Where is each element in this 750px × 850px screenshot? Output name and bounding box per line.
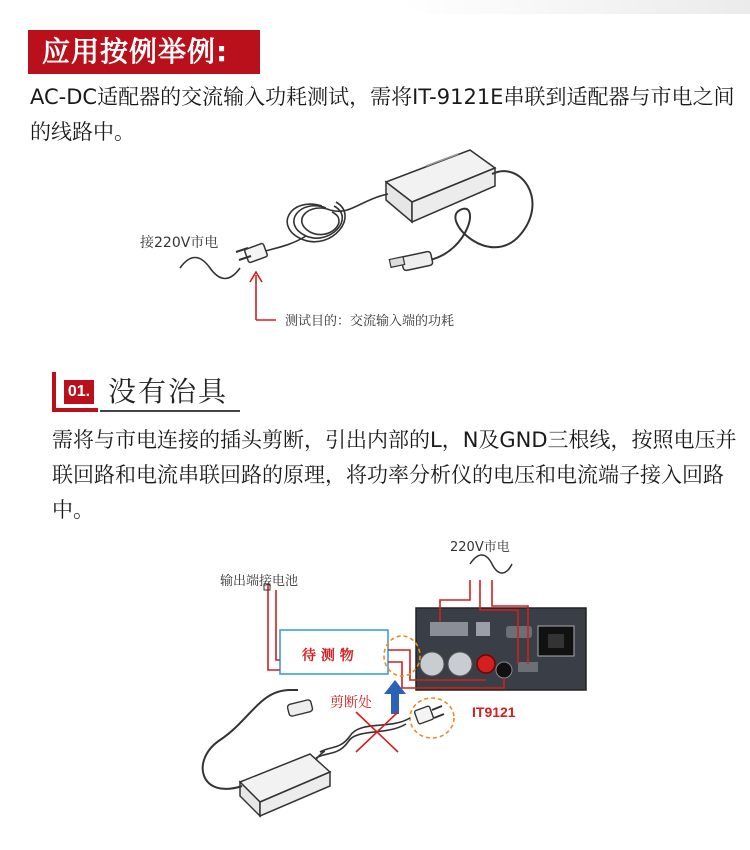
cut-point-label: 剪断处 [330,695,372,711]
output-label: 输出端接电池 [220,574,299,589]
mains-wave-icon [470,555,512,573]
section-paragraph: 需将与市电连接的插头剪断，引出内部的L，N及GND三根线，按照电压并联回路和电流串联回路的原理，将功率分析仪的电压和电流端子接入回路中。 [52,428,737,522]
dut-label: 待 测 物 [302,648,354,664]
cut-cable [316,718,410,758]
adapter-brick-2 [240,751,330,816]
mains-label: 接220V市电 [140,235,219,251]
section-title: 没有治具 [108,375,229,408]
dc-plug [389,251,433,271]
intro-paragraph: AC-DC适配器的交流输入功耗测试，需将IT-9121E串联到适配器与市电之间的线路中。 [30,85,735,144]
mains-label-2: 220V市电 [450,540,510,555]
it9121-rear-panel [416,608,586,690]
instrument-label: IT9121 [472,704,516,720]
purpose-label: 测试目的：交流输入端的功耗 [285,314,455,329]
ac-plug [236,243,268,263]
page-title: 应用按例举例: [28,30,260,74]
ac-cable-coil [262,194,388,252]
cut-plug [414,706,444,725]
section-underline [100,410,240,412]
blue-arrow [391,692,399,714]
section-number: 01. [64,380,94,404]
adapter-brick [386,150,495,222]
top-shadow [400,0,750,14]
section-number-badge [52,372,98,412]
ac-wave-icon [180,258,240,279]
